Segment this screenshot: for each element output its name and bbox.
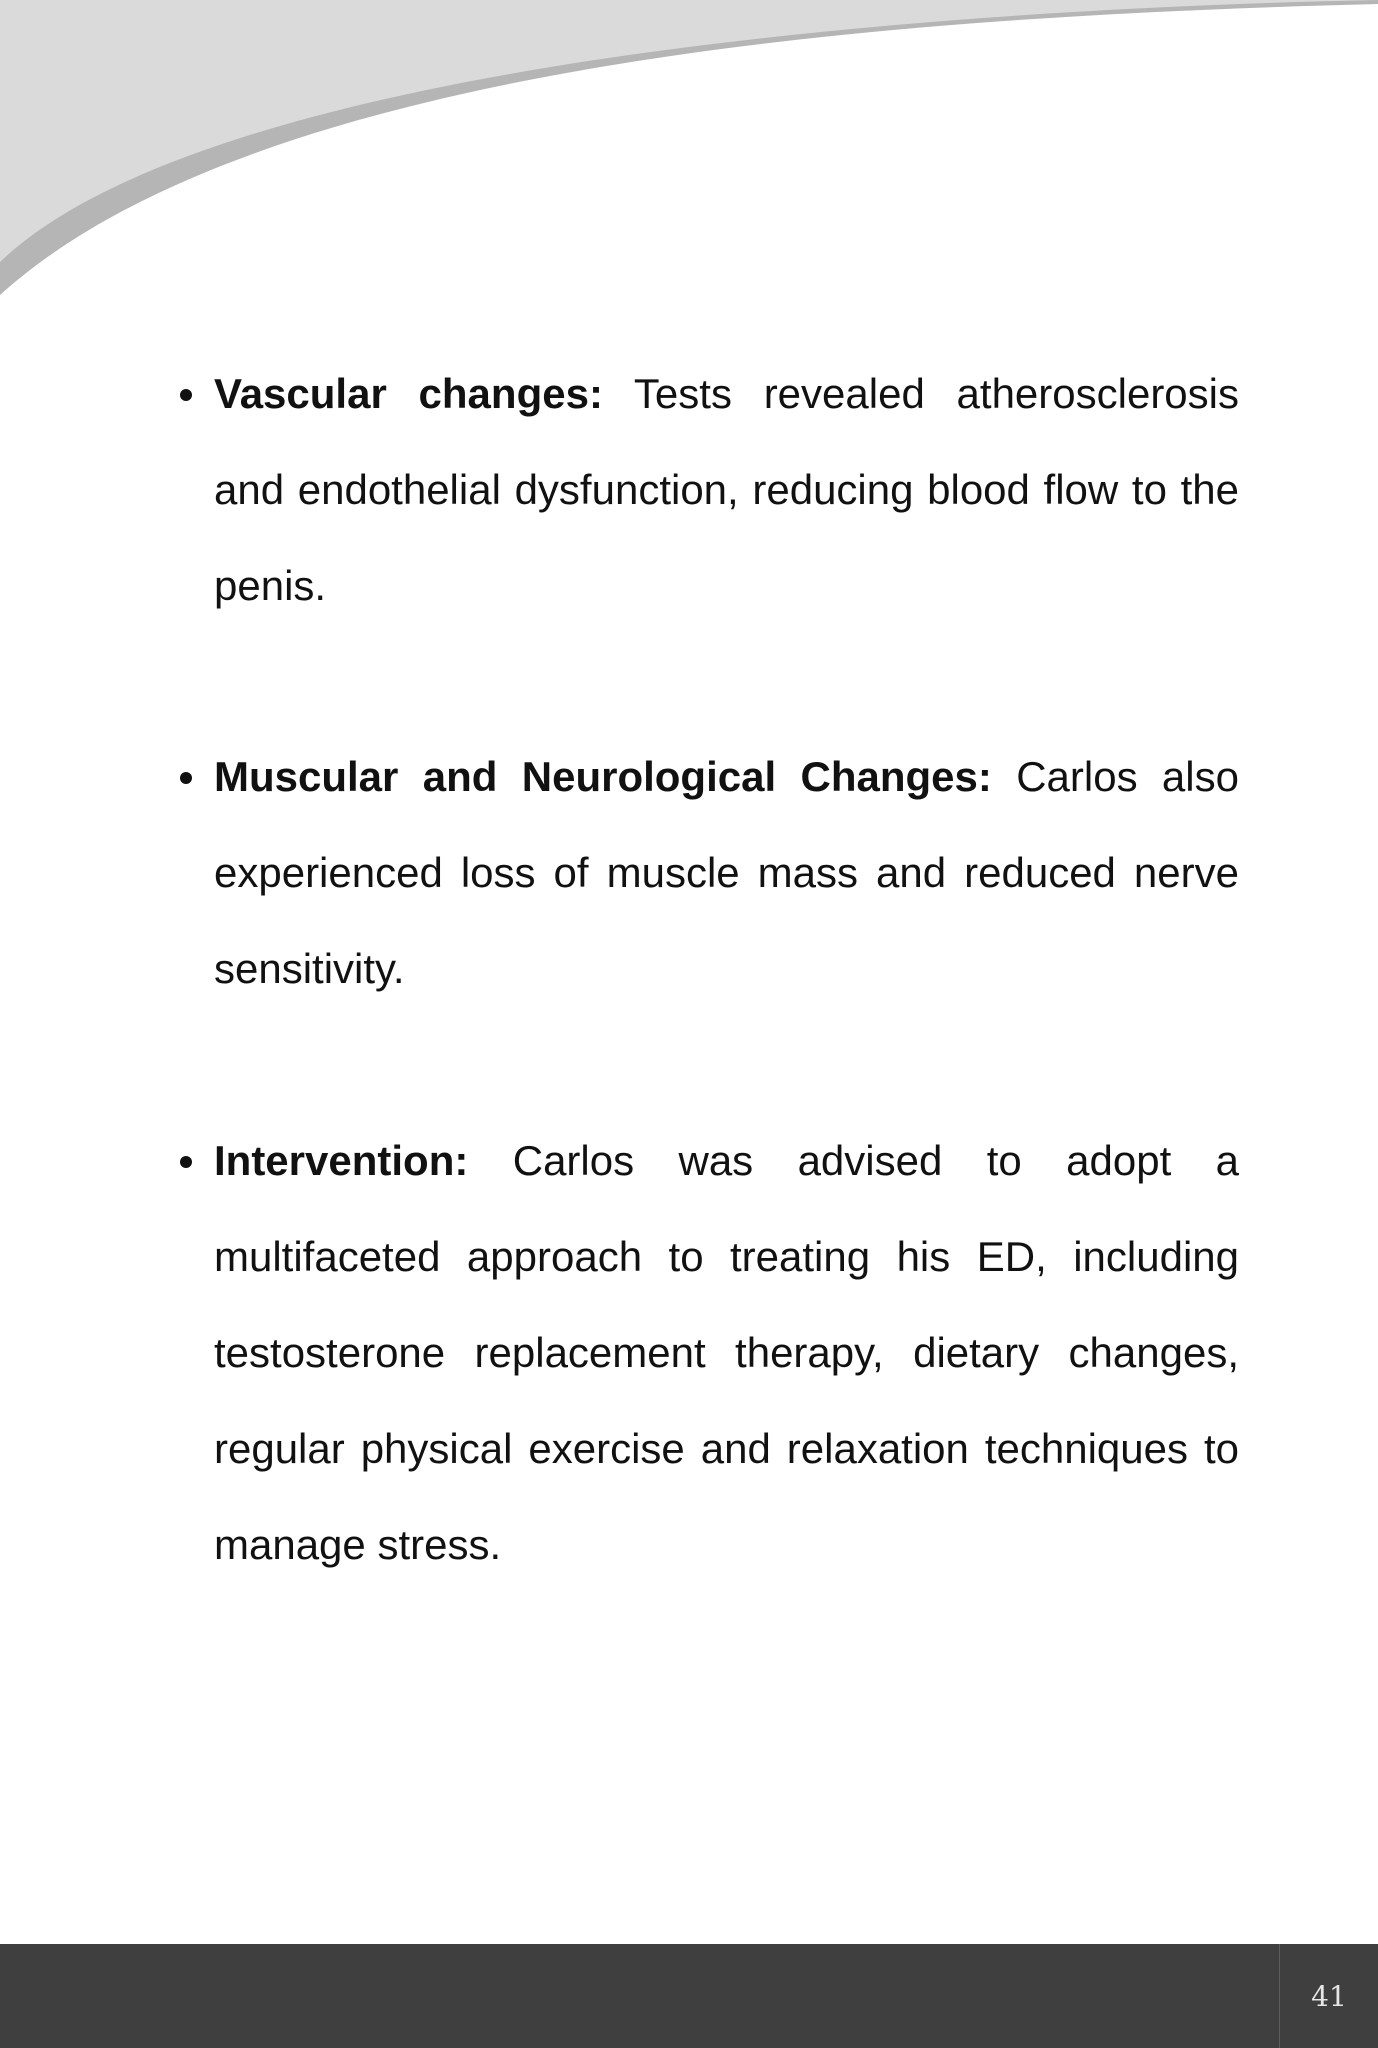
page-number: 41 xyxy=(1311,1979,1347,2013)
swoosh-light-band xyxy=(0,0,1378,262)
bullet-dot xyxy=(180,389,192,401)
bullet-term: Vascular changes: xyxy=(214,370,603,417)
page-number-box xyxy=(1279,1944,1378,2048)
bullet-dot xyxy=(180,1156,192,1168)
bullet-text: Carlos was advised to adopt a multifaceted approach to treating his ED, including testosterone replacement therapy, dietary changes, regular physical exercise and relaxation techniques to manage stress. xyxy=(214,1137,1239,1568)
list-item-muscular-neurological-changes xyxy=(214,729,1239,1017)
bullet-dot xyxy=(180,772,192,784)
bullet-text: Tests revealed atherosclerosis and endothelial dysfunction, reducing blood flow to the penis. xyxy=(214,370,1239,609)
bullet-term: Muscular and Neurological Changes: xyxy=(214,753,992,800)
list-item-intervention xyxy=(214,1113,1239,1593)
list-item-vascular-changes xyxy=(214,346,1239,634)
footer-bar xyxy=(0,1944,1378,2048)
bullet-term: Intervention: xyxy=(214,1137,469,1184)
header-swoosh-decoration xyxy=(0,0,1378,300)
bullet-text: Carlos also experienced loss of muscle mass and reduced nerve sensitivity. xyxy=(214,753,1239,992)
